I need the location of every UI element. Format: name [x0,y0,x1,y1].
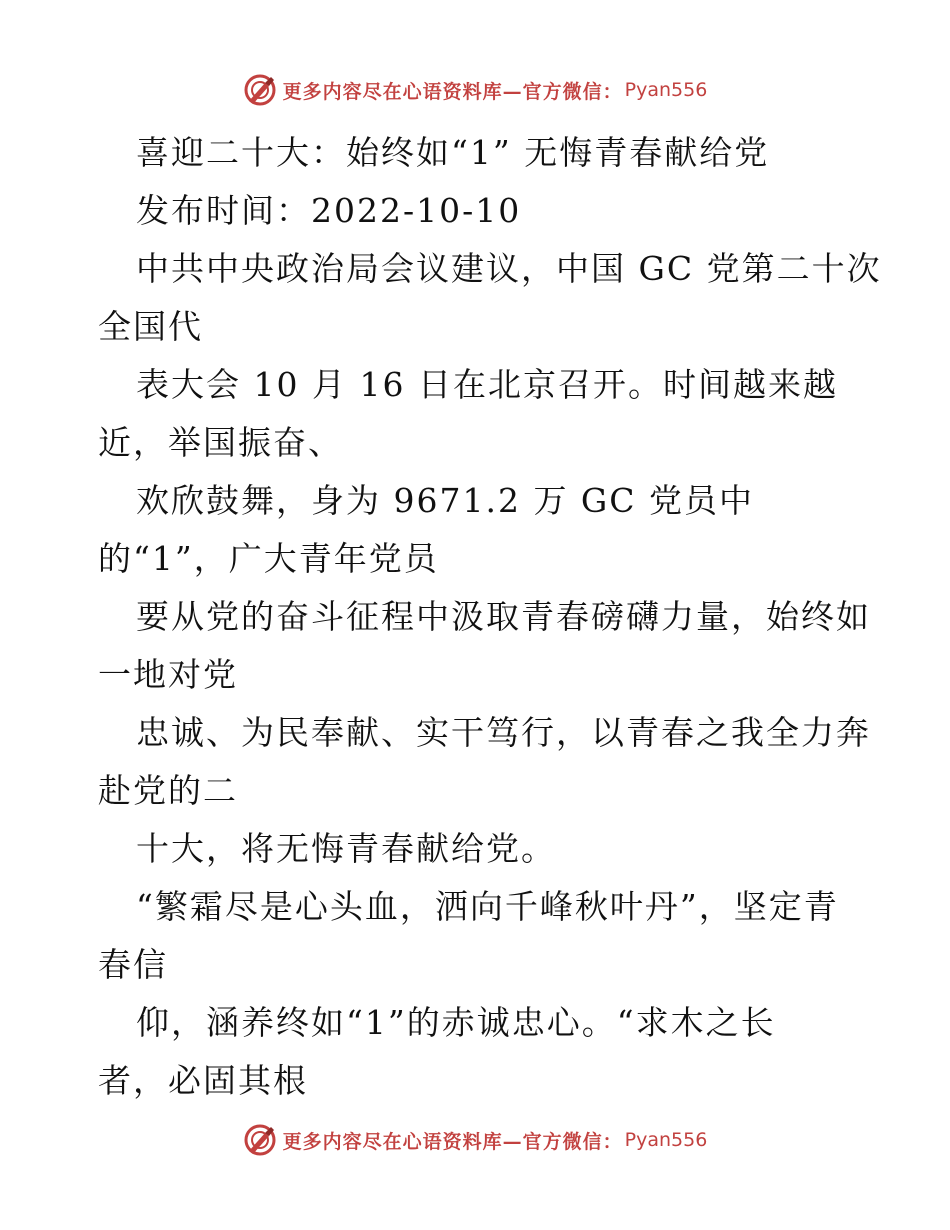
paragraph-line: 赴党的二 [98,771,238,810]
paragraph-line: 表大会 10 月 16 日在北京召开。时间越来越 [136,365,838,404]
banner-wechat-id: Pyan556 [624,79,708,101]
paragraph-line: 要从党的奋斗征程中汲取青春磅礴力量，始终如 [136,597,871,636]
paragraph-line: 者，必固其根 [98,1061,308,1100]
paragraph-line: 春信 [98,945,168,984]
document-title: 喜迎二十大：始终如“1” 无悔青春献给党 [136,133,770,172]
paragraph-line: 全国代 [98,307,203,346]
footer-banner [0,1120,950,1160]
banner-text: 更多内容尽在心语资料库—官方微信： [282,80,623,103]
header-banner [0,70,950,110]
banner-text: 更多内容尽在心语资料库—官方微信： [282,1130,623,1153]
paragraph-line: 欢欣鼓舞，身为 9671.2 万 GC 党员中 [136,481,755,520]
pen-logo-icon [243,1123,277,1157]
banner-wechat-id: Pyan556 [624,1129,708,1151]
paragraph-line: 仰，涵养终如“1”的赤诚忠心。“求木之长 [136,1003,776,1042]
document-body [98,124,882,1110]
paragraph-line: 十大，将无悔青春献给党。 [136,829,556,868]
paragraph-line: 中共中央政治局会议建议，中国 GC 党第二十次 [136,249,882,288]
paragraph-line: “繁霜尽是心头血，洒向千峰秋叶丹”，坚定青 [136,887,839,926]
paragraph-line: 一地对党 [98,655,238,694]
publish-date: 发布时间：2022-10-10 [136,191,522,230]
pen-logo-icon [243,73,277,107]
paragraph-line: 忠诚、为民奉献、实干笃行，以青春之我全力奔 [136,713,871,752]
paragraph-line: 近，举国振奋、 [98,423,343,462]
paragraph-line: 的“1”，广大青年党员 [98,539,439,578]
